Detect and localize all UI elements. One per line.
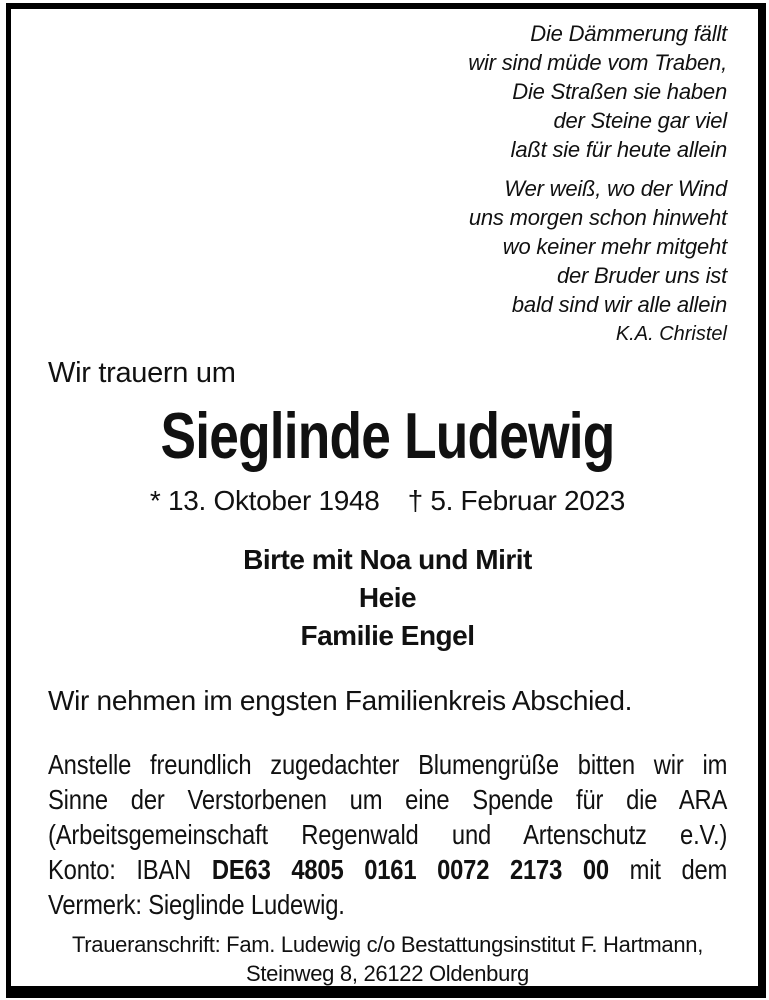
iban-prefix: Konto: IBAN: [48, 854, 192, 885]
mourner-line: Birte mit Noa und Mirit: [243, 544, 532, 575]
poem-stanza-2: [48, 174, 727, 319]
mourner-line: Heie: [358, 582, 417, 613]
poem-line: der Bruder uns ist: [556, 263, 727, 288]
poem-stanza-1: [48, 19, 727, 164]
poem-line: Wer weiß, wo der Wind: [504, 176, 727, 201]
life-dates: [48, 483, 727, 519]
notice-content: [11, 9, 758, 986]
poem-line: der Steine gar viel: [553, 108, 727, 133]
address-line: Traueranschrift: Fam. Ludewig c/o Bestattungsinstitut F. Hartmann,: [71, 932, 704, 957]
poem-line: uns morgen schon hinweht: [468, 205, 727, 230]
poem: [48, 19, 727, 347]
donation-line: Sinne der Verstorbenen um eine Spende für die ARA: [48, 784, 728, 815]
donation-line: Vermerk: Sieglinde Ludewig.: [48, 889, 345, 920]
poem-line: wir sind müde vom Traben,: [468, 50, 727, 75]
death-date: † 5. Februar 2023: [407, 485, 626, 516]
donation-line-iban: [48, 852, 727, 887]
intro-line: Wir trauern um: [48, 357, 236, 389]
farewell-line: Wir nehmen im engsten Familienkreis Abschied.: [48, 685, 633, 716]
mourning-address: [48, 930, 727, 988]
donation-line: (Arbeitsgemeinschaft Regenwald und Artenschutz e.V.): [48, 819, 728, 850]
donation-line: Anstelle freundlich zugedachter Blumengrüße bitten wir im: [48, 749, 728, 780]
iban-number: DE63 4805 0161 0072 2173 00: [211, 854, 609, 885]
mourners-list: [48, 541, 727, 655]
mourner-line: Familie Engel: [300, 620, 475, 651]
deceased-name: Sieglinde Ludewig: [160, 399, 615, 472]
donation-paragraph: [48, 747, 727, 922]
poem-line: wo keiner mehr mitgeht: [502, 234, 727, 259]
iban-suffix: mit dem: [629, 854, 728, 885]
poem-line: bald sind wir alle allein: [511, 292, 727, 317]
poem-line: laßt sie für heute allein: [510, 137, 727, 162]
poem-line: Die Dämmerung fällt: [530, 21, 727, 46]
notice-border-frame: [6, 3, 766, 998]
address-line: Steinweg 8, 26122 Oldenburg: [245, 961, 529, 986]
birth-date: * 13. Oktober 1948: [149, 485, 380, 516]
poem-attribution: K.A. Christel: [615, 323, 727, 345]
poem-line: Die Straßen sie haben: [512, 79, 727, 104]
